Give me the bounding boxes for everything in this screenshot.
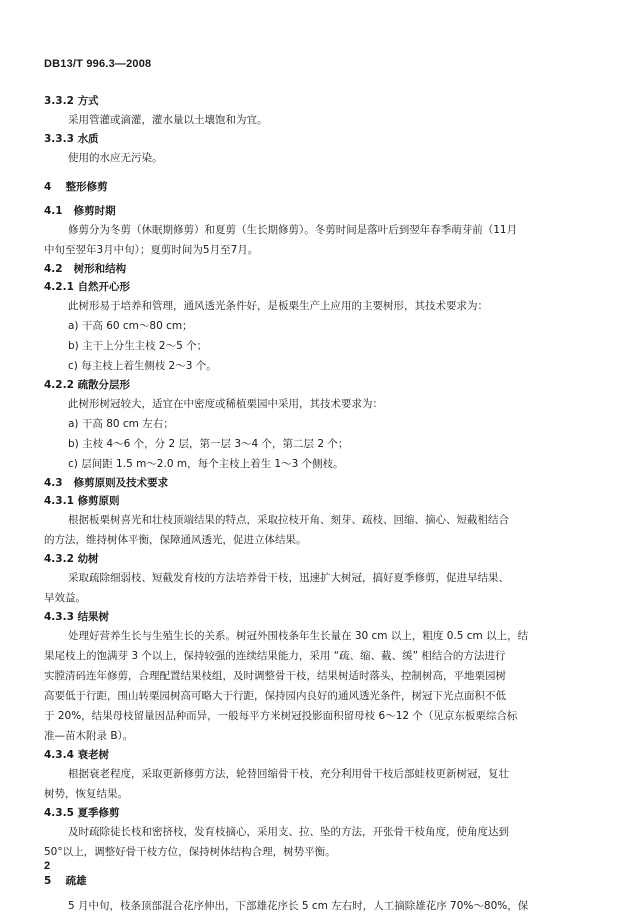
section-number: 4.2.1: [44, 281, 74, 293]
paragraph: 修剪分为冬剪（休眠期修剪）和夏剪（生长期修剪）。冬剪时间是落叶后到翌年春季萌芽前（11月: [68, 224, 518, 236]
section-number: 3.3.3: [44, 133, 74, 145]
paragraph: 高要低于行距，围山转栗园树高可略大于行距，保持园内良好的通风透光条件，树冠下光点面积不低: [44, 690, 506, 702]
section-title: 方式: [77, 95, 99, 107]
section-number: 3.3.2: [44, 95, 74, 107]
paragraph: 于 20%，结果母枝留量因品种而异，一般每平方米树冠投影面积留母枝 6～12 个（见京东板栗综合标: [44, 710, 518, 722]
list-item: a) 干高 60 cm～80 cm；: [68, 320, 193, 332]
section-title: 修剪原则: [77, 495, 120, 507]
document-body: [44, 92, 564, 916]
paragraph: 树势，恢复结果。: [44, 788, 128, 800]
section-title: 树形和结构: [73, 263, 127, 275]
paragraph: 处理好营养生长与生殖生长的关系。树冠外围枝条年生长量在 30 cm 以上，粗度 0.5 cm 以上，结: [68, 630, 529, 642]
paragraph: 准—苗木附录 B）。: [44, 730, 134, 742]
section-number: 4.1: [44, 205, 63, 217]
section-title: 幼树: [77, 553, 99, 565]
section-heading: [44, 376, 564, 394]
section-title: 结果树: [77, 611, 110, 623]
paragraph: 50°以上，调整好骨干枝方位，保持树体结构合理，树势平衡。: [44, 846, 336, 858]
section-heading: [44, 550, 564, 568]
paragraph: 及时疏除徒长枝和密挤枝，发育枝摘心，采用支、拉、坠的方法，开张骨干枝角度，使角度达到: [68, 826, 509, 838]
section-number: 4.3.2: [44, 553, 74, 565]
section-number: 4.3.4: [44, 749, 74, 761]
section-title: 水质: [77, 133, 99, 145]
paragraph: 5 月中旬，枝条顶部混合花序伸出，下部雄花序长 5 cm 左右时，人工摘除雄花序 70%～80%，保: [68, 900, 529, 912]
chapter-heading: [44, 178, 564, 196]
paragraph: 此树形树冠较大，适宜在中密度或稀植栗园中采用，其技术要求为：: [68, 398, 383, 410]
paragraph: 使用的水应无污染。: [68, 152, 163, 164]
section-number: 4.3.1: [44, 495, 74, 507]
list-item: c) 层间距 1.5 m～2.0 m，每个主枝上着生 1～3 个侧枝。: [68, 458, 344, 470]
section-heading: [44, 608, 564, 626]
section-number: 4.2: [44, 263, 63, 275]
section-heading: [44, 474, 564, 492]
section-heading: [44, 492, 564, 510]
paragraph: 早效益。: [44, 592, 86, 604]
paragraph: 此树形易于培养和管理，通风透光条件好，是板栗生产上应用的主要树形，其技术要求为：: [68, 300, 488, 312]
section-heading: [44, 278, 564, 296]
section-title: 疏散分层形: [77, 379, 131, 391]
document-code: DB13/T 996.3—2008: [44, 58, 152, 70]
paragraph: 采取疏除细弱枝、短截发育枝的方法培养骨干枝，迅速扩大树冠，搞好夏季修剪，促进早结果、: [68, 572, 509, 584]
section-title: 夏季修剪: [77, 807, 120, 819]
section-title: 修剪时期: [73, 205, 116, 217]
paragraph: 的方法，维持树体平衡，保障通风透光，促进立体结果。: [44, 534, 307, 546]
section-title: 整形修剪: [65, 181, 108, 193]
section-title: 疏雄: [65, 875, 87, 887]
list-item: c) 每主枝上着生侧枝 2～3 个。: [68, 360, 217, 372]
section-heading: [44, 260, 564, 278]
section-heading: [44, 130, 564, 148]
section-number: 4.3: [44, 477, 63, 489]
paragraph: 采用管灌或滴灌，灌水量以土壤饱和为宜。: [68, 114, 268, 126]
chapter-heading: [44, 872, 564, 890]
section-number: 4.2.2: [44, 379, 74, 391]
section-heading: [44, 92, 564, 110]
section-heading: [44, 202, 564, 220]
section-number: 4: [44, 181, 52, 193]
section-number: 4.3.5: [44, 807, 74, 819]
paragraph: 中旬至翌年3月中旬）；夏剪时间为5月至7月。: [44, 244, 259, 256]
paragraph: 根据板栗树喜光和壮枝顶端结果的特点，采取拉枝开角、刻芽、疏枝、回缩、摘心、短截相结合: [68, 514, 509, 526]
section-number: 5: [44, 875, 52, 887]
section-number: 4.3.3: [44, 611, 74, 623]
section-title: 衰老树: [77, 749, 110, 761]
paragraph: 果尾枝上的饱满芽 3 个以上，保持较强的连续结果能力，采用 “疏、缩、截、缓” 相结合的方法进行: [44, 650, 506, 662]
section-title: 自然开心形: [77, 281, 131, 293]
section-heading: [44, 746, 564, 764]
list-item: b) 主干上分生主枝 2～5 个；: [68, 340, 208, 352]
section-heading: [44, 804, 564, 822]
paragraph: 根据衰老程度，采取更新修剪方法，轮替回缩骨干枝，充分利用骨干枝后部蛙枝更新树冠，复壮: [68, 768, 509, 780]
section-title: 修剪原则及技术要求: [73, 477, 169, 489]
list-item: a) 干高 80 cm 左右；: [68, 418, 174, 430]
list-item: b) 主枝 4～6 个，分 2 层，第一层 3～4 个，第二层 2 个；: [68, 438, 349, 450]
page-number: 2: [44, 860, 51, 872]
paragraph: 实膛清码连年修剪，合理配置结果枝组，及时调整骨干枝，结果树适时落头，控制树高，平地栗园树: [44, 670, 506, 682]
